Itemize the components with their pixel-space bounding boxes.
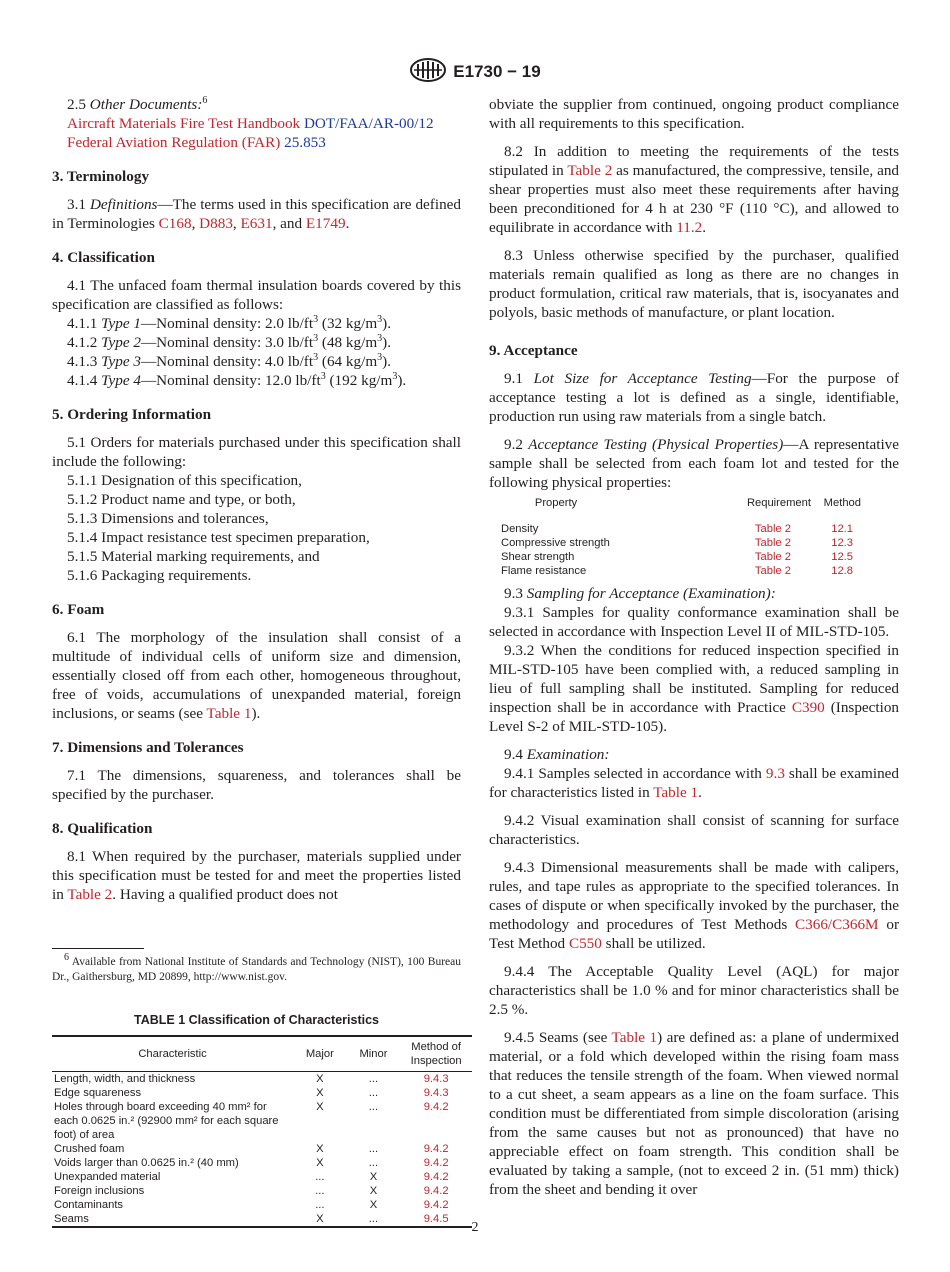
heading-terminology: 3. Terminology bbox=[52, 168, 150, 185]
cell-major: X bbox=[316, 1101, 324, 1113]
heading-foam: 6. Foam bbox=[52, 601, 105, 618]
link-fire-handbook[interactable]: Aircraft Materials Fire Test Handbook bbox=[67, 115, 301, 132]
table-row bbox=[52, 1142, 472, 1156]
heading-dimensions: 7. Dimensions and Tolerances bbox=[52, 739, 244, 756]
link-c550[interactable]: C550 bbox=[568, 935, 602, 952]
heading-acceptance: 9. Acceptance bbox=[489, 342, 578, 359]
cell-requirement[interactable]: Table 2 bbox=[754, 537, 791, 549]
section-9-4: 9.4 Examination: bbox=[504, 746, 610, 763]
cell-characteristic: Length, width, and thickness bbox=[54, 1073, 196, 1085]
cell-property: Flame resistance bbox=[501, 565, 587, 577]
cell-method[interactable]: 9.4.5 bbox=[423, 1213, 449, 1225]
table-1-title: TABLE 1 Classification of Characteristics bbox=[134, 1013, 379, 1027]
link-c168[interactable]: C168 bbox=[158, 215, 192, 232]
page-header bbox=[0, 58, 950, 87]
section-4-1: 4.1 The unfaced foam thermal insulation boards covered by this specification are classified as follows: bbox=[52, 277, 461, 313]
section-9-3-2: 9.3.2 When the conditions for reduced inspection specified in MIL-STD-105 have been complied with, a reduced sampling in lieu of full sampling shall be instituted. Sampling for reduced inspection shall be in accordance with Practice C390 (Inspection Level S-2 of MIL-STD-105). bbox=[489, 642, 900, 735]
cell-minor: ... bbox=[368, 1143, 379, 1155]
link-table-2[interactable]: Table 2 bbox=[567, 162, 613, 179]
col-minor: Minor bbox=[347, 1036, 401, 1072]
cell-minor: ... bbox=[368, 1087, 379, 1099]
cell-characteristic: Contaminants bbox=[54, 1199, 124, 1211]
cell-method[interactable]: 9.4.2 bbox=[423, 1185, 449, 1197]
link-e1749[interactable]: E1749 bbox=[305, 215, 346, 232]
section-7-1: 7.1 The dimensions, squareness, and tolerances shall be specified by the purchaser. bbox=[52, 767, 461, 803]
table-row bbox=[52, 1156, 472, 1170]
cell-method[interactable]: 12.8 bbox=[831, 565, 853, 577]
section-9-3-1: 9.3.1 Samples for quality conformance examination shall be selected in accordance with Inspection Level II of MIL-STD-105. bbox=[489, 604, 899, 640]
cell-characteristic: Voids larger than 0.0625 in.² (40 mm) bbox=[54, 1157, 239, 1169]
cell-major: ... bbox=[315, 1199, 325, 1211]
section-9-4-5: 9.4.5 Seams (see Table 1) are defined as: a plane of undermixed material, or a fold which developed within the rising foam mass that reduces the tensile strength of the foam. When viewed normal to a cut sheet, a seam appears as a line on the foam surface. This condition must be differentiated from simple discoloration (arising from the same causes but not as pronounced) that have no appreciable effect on foam strength. This condition shall be evaluated by taking a sample, (not to exceed 2 in. (51 mm) thick) from the sheet and bending it over bbox=[489, 1029, 899, 1198]
continued-text: obviate the supplier from continued, ongoing product compliance with all requirements to this specification. bbox=[489, 96, 899, 132]
cell-property: Shear strength bbox=[501, 551, 575, 563]
table-row bbox=[52, 1086, 472, 1100]
col-characteristic: Characteristic bbox=[52, 1036, 293, 1072]
heading-qualification: 8. Qualification bbox=[52, 820, 153, 837]
list-item: 5.1.2 Product name and type, or both, bbox=[67, 491, 296, 508]
cell-minor: ... bbox=[368, 1073, 379, 1085]
section-9-4-3: 9.4.3 Dimensional measurements shall be made with calipers, rules, and tape rules as appropriate to the specified tolerances. In cases of dispute or when specifically invoked by the purchaser, the methodology and procedures of Test Methods C366/C366M or Test Method C550 shall be utilized. bbox=[489, 859, 899, 952]
section-9-3: 9.3 Sampling for Acceptance (Examination): bbox=[504, 585, 776, 602]
section-9-1: 9.1 Lot Size for Acceptance Testing—For the purpose of acceptance testing a lot is defined as a single, identifiable, production run using raw materials from a single batch. bbox=[489, 370, 900, 425]
cell-characteristic: Seams bbox=[54, 1213, 89, 1225]
cell-major: X bbox=[316, 1073, 324, 1085]
cell-characteristic: Holes through board exceeding 40 mm² for each 0.0625 in.² (92900 mm² for each square foot) of area bbox=[54, 1101, 279, 1141]
col-major: Major bbox=[293, 1036, 347, 1072]
cell-method[interactable]: 9.4.2 bbox=[423, 1143, 449, 1155]
cell-major: ... bbox=[315, 1171, 325, 1183]
link-d883[interactable]: D883 bbox=[199, 215, 233, 232]
cell-characteristic: Unexpanded material bbox=[54, 1171, 161, 1183]
astm-logo-icon bbox=[409, 58, 447, 87]
list-item: 5.1.1 Designation of this specification, bbox=[67, 472, 302, 489]
col-method: Method bbox=[823, 497, 861, 509]
ref-far bbox=[52, 133, 461, 152]
cell-major: X bbox=[316, 1213, 324, 1225]
right-column bbox=[489, 95, 899, 1199]
cell-method[interactable]: 12.3 bbox=[831, 537, 853, 549]
section-9-4-1: 9.4.1 Samples selected in accordance with 9.3 shall be examined for characteristics listed in Table 1. bbox=[489, 765, 899, 801]
cell-major: ... bbox=[315, 1185, 325, 1197]
table-row bbox=[52, 1198, 472, 1212]
cell-property: Density bbox=[501, 523, 539, 535]
type-3: 4.1.3 Type 3—Nominal density: 4.0 $lb/ft^3$ (64 $kg/m^3$). bbox=[67, 351, 392, 370]
cell-major: X bbox=[316, 1157, 324, 1169]
link-e631[interactable]: E631 bbox=[240, 215, 273, 232]
type-1: 4.1.1 Type 1—Nominal density: 2.0 $lb/ft^3$ (32 $kg/m^3$). bbox=[67, 313, 392, 332]
table-row bbox=[501, 522, 871, 536]
cell-requirement[interactable]: Table 2 bbox=[754, 523, 791, 535]
cell-minor: X bbox=[369, 1185, 378, 1197]
footnote: $^6$ Available from National Institute of Standards and Technology (NIST), 100 Bureau Dr., Gaithersburg, MD 20899, http://www.nist.gov. bbox=[52, 952, 461, 983]
table-row bbox=[501, 550, 871, 564]
link-table-1[interactable]: Table 1 bbox=[653, 784, 699, 801]
link-table-1[interactable]: Table 1 bbox=[206, 705, 252, 722]
cell-minor: X bbox=[369, 1199, 378, 1211]
table-row bbox=[52, 1100, 472, 1142]
cell-requirement[interactable]: Table 2 bbox=[754, 551, 791, 563]
section-3-1: 3.1 Definitions—The terms used in this specification are defined in Terminologies C168, D883, E631, and E1749. bbox=[52, 196, 462, 232]
cell-minor: ... bbox=[368, 1213, 379, 1225]
table-row bbox=[52, 1072, 472, 1087]
left-column bbox=[52, 95, 461, 1228]
section-6-1: 6.1 The morphology of the insulation shall consist of a multitude of individual cells of uniform size and dimension, essentially closed off from each other, homogeneous throughout, free of voids, accumulations of unexpanded material, foreign inclusions, or seams (see Table 1). bbox=[52, 629, 461, 722]
cell-method[interactable]: 9.4.2 bbox=[423, 1199, 449, 1211]
cell-property: Compressive strength bbox=[501, 537, 610, 549]
cell-major: X bbox=[316, 1143, 324, 1155]
cell-method[interactable]: 9.4.3 bbox=[423, 1073, 449, 1085]
table-1 bbox=[52, 1035, 472, 1228]
col-property: Property bbox=[534, 497, 578, 509]
section-9-4-2: 9.4.2 Visual examination shall consist of scanning for surface characteristics. bbox=[489, 812, 899, 848]
col-method: Method of Inspection bbox=[400, 1036, 472, 1072]
list-item: 5.1.6 Packaging requirements. bbox=[67, 567, 252, 584]
list-item: 5.1.4 Impact resistance test specimen preparation, bbox=[67, 529, 370, 546]
cell-requirement[interactable]: Table 2 bbox=[754, 565, 791, 577]
link-table-2[interactable]: Table 2 bbox=[67, 886, 113, 903]
link-25853[interactable]: 25.853 bbox=[284, 134, 326, 151]
cell-minor: ... bbox=[368, 1157, 379, 1169]
section-2-5: 2.5 Other Documents:$^6$ bbox=[67, 94, 208, 113]
cell-minor: X bbox=[369, 1171, 378, 1183]
cell-method[interactable]: 9.4.2 bbox=[423, 1171, 449, 1183]
link-far[interactable]: Federal Aviation Regulation (FAR) bbox=[67, 134, 281, 151]
ref-faa-handbook bbox=[52, 114, 461, 133]
cell-characteristic: Edge squareness bbox=[54, 1087, 142, 1099]
page-number: 2 bbox=[471, 1220, 479, 1235]
section-9-4-4: 9.4.4 The Acceptable Quality Level (AQL) for major characteristics shall be 1.0 % and for minor characteristics shall be 2.5 %. bbox=[489, 963, 899, 1018]
cell-characteristic: Foreign inclusions bbox=[54, 1185, 145, 1197]
table-row bbox=[501, 564, 871, 578]
link-11-2[interactable]: 11.2 bbox=[676, 219, 703, 236]
cell-method[interactable]: 12.1 bbox=[831, 523, 853, 535]
link-9-3[interactable]: 9.3 bbox=[765, 765, 785, 782]
table-row bbox=[52, 1170, 472, 1184]
footnote-rule bbox=[52, 948, 144, 949]
designation: E1730 − 19 bbox=[453, 61, 541, 81]
cell-major: X bbox=[316, 1087, 324, 1099]
section-9-2: 9.2 Acceptance Testing (Physical Properties)—A representative sample shall be selected from each foam lot and tested for the following physical properties: bbox=[489, 436, 899, 491]
section-8-3: 8.3 Unless otherwise specified by the purchaser, qualified materials remain qualified as long as there are no changes in product formulation, critical raw materials, that is, isocyanates and polyols, basic methods of manufacture, or plant location. bbox=[489, 247, 899, 321]
link-c390[interactable]: C390 bbox=[791, 699, 825, 716]
cell-method[interactable]: 12.5 bbox=[831, 551, 853, 563]
type-4: 4.1.4 Type 4—Nominal density: 12.0 $lb/ft^3$ (192 $kg/m^3$). bbox=[67, 370, 407, 389]
cell-minor: ... bbox=[368, 1101, 379, 1113]
table-row bbox=[52, 1184, 472, 1198]
col-requirement: Requirement bbox=[746, 497, 811, 509]
list-item: 5.1.3 Dimensions and tolerances, bbox=[67, 510, 269, 527]
table-properties bbox=[501, 496, 871, 578]
link-table-1[interactable]: Table 1 bbox=[611, 1029, 658, 1046]
cell-characteristic: Crushed foam bbox=[54, 1143, 125, 1155]
list-item: 5.1.5 Material marking requirements, and bbox=[67, 548, 320, 565]
cell-method[interactable]: 9.4.3 bbox=[423, 1087, 449, 1099]
table-row bbox=[501, 536, 871, 550]
link-c366[interactable]: C366/C366M bbox=[795, 916, 879, 933]
type-2: 4.1.2 Type 2—Nominal density: 3.0 $lb/ft^3$ (48 $kg/m^3$). bbox=[67, 332, 392, 351]
section-8-2: 8.2 In addition to meeting the requirements of the tests stipulated in Table 2 as manufactured, the compressive, tensile, and shear properties must also meet these requirements after having been preconditioned for 4 h at 230 °F (110 °C), and allowed to equilibrate in accordance with 11.2. bbox=[489, 143, 900, 236]
cell-method[interactable]: 9.4.2 bbox=[423, 1101, 449, 1113]
section-8-1: 8.1 When required by the purchaser, materials supplied under this specification must be tested for and meet the properties listed in Table 2. Having a qualified product does not bbox=[52, 848, 461, 903]
link-dot-faa[interactable]: DOT/FAA/AR-00/12 bbox=[303, 115, 434, 132]
section-5-1: 5.1 Orders for materials purchased under this specification shall include the following: bbox=[52, 434, 461, 470]
heading-ordering: 5. Ordering Information bbox=[52, 406, 212, 423]
heading-classification: 4. Classification bbox=[52, 249, 155, 266]
cell-method[interactable]: 9.4.2 bbox=[423, 1157, 449, 1169]
